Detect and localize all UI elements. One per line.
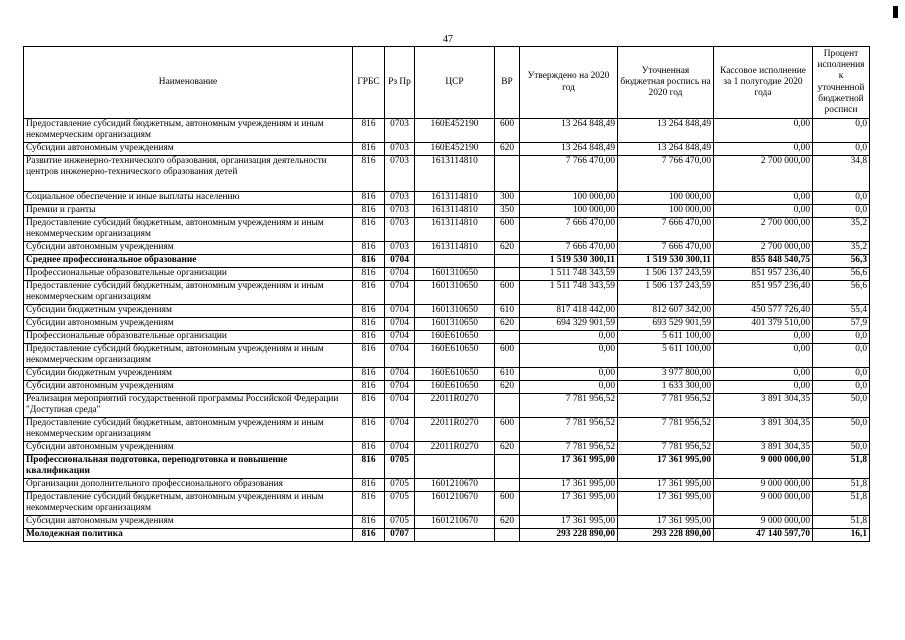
cell-approved: 0,00 [520,344,618,368]
table-row [24,529,870,542]
header-grbs: ГРБС [353,47,385,119]
cell-approved: 17 361 995,00 [520,479,618,492]
cell-cash: 9 000 000,00 [714,455,813,479]
cell-percent: 0,0 [813,381,870,394]
cell-vr: 610 [495,368,520,381]
cell-cash: 855 848 540,75 [714,255,813,268]
cell-csr: 1601310650 [415,318,495,331]
cell-percent: 34,8 [813,156,870,192]
cell-cash: 0,00 [714,331,813,344]
cell-refined: 1 633 300,00 [618,381,714,394]
cell-percent: 51,8 [813,455,870,479]
cell-rzpr: 0707 [385,529,415,542]
cell-percent: 55,4 [813,305,870,318]
cell-name: Субсидии автономным учреждениям [24,442,353,455]
cell-csr: 1601210670 [415,492,495,516]
cell-csr: 160Е610650 [415,344,495,368]
table-row [24,281,870,305]
cell-grbs: 816 [353,255,385,268]
header-approved: Утверждено на 2020 год [520,47,618,119]
cell-approved: 1 511 748 343,59 [520,281,618,305]
cell-name: Профессиональные образовательные организации [24,331,353,344]
cell-grbs: 816 [353,381,385,394]
cell-rzpr: 0703 [385,156,415,192]
cell-vr: 600 [495,492,520,516]
cell-name: Предоставление субсидий бюджетным, автономным учреждениям и иным некоммерческим организациям [24,281,353,305]
header-rzpr: Рз Пр [385,47,415,119]
cell-grbs: 816 [353,455,385,479]
cell-percent: 0,0 [813,192,870,205]
cell-grbs: 816 [353,479,385,492]
cell-rzpr: 0703 [385,218,415,242]
header-csr: ЦСР [415,47,495,119]
cell-refined: 17 361 995,00 [618,516,714,529]
cell-csr: 160Е610650 [415,368,495,381]
cell-vr: 300 [495,192,520,205]
cell-vr [495,156,520,192]
cell-approved: 17 361 995,00 [520,516,618,529]
table-row [24,143,870,156]
cell-name: Субсидии автономным учреждениям [24,318,353,331]
cell-percent: 56,3 [813,255,870,268]
cell-csr: 1601310650 [415,305,495,318]
cell-approved: 7 781 956,52 [520,442,618,455]
cell-cash: 47 140 597,70 [714,529,813,542]
cell-percent: 51,8 [813,516,870,529]
cell-rzpr: 0704 [385,318,415,331]
cell-vr: 600 [495,119,520,143]
cell-csr: 22011R0270 [415,442,495,455]
cell-rzpr: 0705 [385,516,415,529]
cell-name: Предоставление субсидий бюджетным, автономным учреждениям и иным некоммерческим организациям [24,218,353,242]
cell-vr: 600 [495,344,520,368]
cell-name: Предоставление субсидий бюджетным, автономным учреждениям и иным некоммерческим организациям [24,418,353,442]
table-row [24,305,870,318]
cell-approved: 100 000,00 [520,205,618,218]
cell-rzpr: 0704 [385,394,415,418]
cell-name: Развитие инженерно-технического образования, организация деятельности центров инженерно-технического образования детей [24,156,353,192]
cell-cash: 0,00 [714,205,813,218]
cell-vr: 600 [495,418,520,442]
cell-rzpr: 0703 [385,192,415,205]
cell-csr: 1601210670 [415,516,495,529]
header-refined: Уточненная бюджетная роспись на 2020 год [618,47,714,119]
table-row [24,255,870,268]
cell-csr: 1613114810 [415,156,495,192]
cell-name: Организации дополнительного профессионального образования [24,479,353,492]
cell-csr: 160Е610650 [415,331,495,344]
cell-vr: 620 [495,442,520,455]
cell-approved: 1 511 748 343,59 [520,268,618,281]
cell-approved: 17 361 995,00 [520,455,618,479]
cell-cash: 2 700 000,00 [714,156,813,192]
table-row [24,192,870,205]
cell-name: Предоставление субсидий бюджетным, автономным учреждениям и иным некоммерческим организациям [24,492,353,516]
cell-vr [495,479,520,492]
cell-refined: 7 781 956,52 [618,418,714,442]
cell-percent: 50,0 [813,394,870,418]
cell-name: Социальное обеспечение и иные выплаты населению [24,192,353,205]
cell-cash: 9 000 000,00 [714,516,813,529]
cell-refined: 100 000,00 [618,205,714,218]
cell-approved: 7 781 956,52 [520,394,618,418]
table-row [24,331,870,344]
cell-grbs: 816 [353,156,385,192]
table-row [24,344,870,368]
cell-refined: 100 000,00 [618,192,714,205]
cell-grbs: 816 [353,305,385,318]
table-row [24,318,870,331]
cell-rzpr: 0704 [385,255,415,268]
cell-refined: 812 607 342,00 [618,305,714,318]
cell-rzpr: 0705 [385,492,415,516]
cell-refined: 13 264 848,49 [618,143,714,156]
cell-grbs: 816 [353,143,385,156]
cell-csr: 1601310650 [415,281,495,305]
header-percent: Процент исполнения к уточненной бюджетной росписи [813,47,870,119]
cell-percent: 50,0 [813,418,870,442]
table-row [24,368,870,381]
cell-percent: 0,0 [813,143,870,156]
cell-percent: 16,1 [813,529,870,542]
cell-vr: 610 [495,305,520,318]
cell-vr: 600 [495,218,520,242]
cell-grbs: 816 [353,318,385,331]
cell-grbs: 816 [353,268,385,281]
cell-cash: 0,00 [714,192,813,205]
cell-vr [495,529,520,542]
cell-vr [495,455,520,479]
cell-csr [415,255,495,268]
cell-approved: 817 418 442,00 [520,305,618,318]
cell-percent: 0,0 [813,119,870,143]
cell-refined: 1 506 137 243,59 [618,281,714,305]
cell-csr: 1601310650 [415,268,495,281]
cell-cash: 3 891 304,35 [714,418,813,442]
cell-approved: 7 781 956,52 [520,418,618,442]
cell-percent: 0,0 [813,331,870,344]
cell-cash: 401 379 510,00 [714,318,813,331]
cell-rzpr: 0704 [385,268,415,281]
cell-csr: 1613114810 [415,242,495,255]
cell-rzpr: 0704 [385,381,415,394]
cell-vr: 350 [495,205,520,218]
cell-rzpr: 0704 [385,344,415,368]
table-row [24,156,870,192]
cell-refined: 13 264 848,49 [618,119,714,143]
budget-table [23,46,870,542]
cell-vr: 620 [495,381,520,394]
cell-refined: 5 611 100,00 [618,344,714,368]
cell-refined: 7 781 956,52 [618,394,714,418]
cell-approved: 17 361 995,00 [520,492,618,516]
cell-grbs: 816 [353,205,385,218]
cell-rzpr: 0704 [385,418,415,442]
cell-percent: 51,8 [813,479,870,492]
cell-csr: 1613114810 [415,192,495,205]
cell-name: Среднее профессиональное образование [24,255,353,268]
cell-vr [495,394,520,418]
cell-name: Реализация мероприятий государственной программы Российской Федерации "Доступная среда" [24,394,353,418]
cell-grbs: 816 [353,394,385,418]
cell-approved: 0,00 [520,381,618,394]
cell-rzpr: 0704 [385,368,415,381]
cell-rzpr: 0703 [385,119,415,143]
cell-name: Субсидии автономным учреждениям [24,381,353,394]
cell-refined: 7 666 470,00 [618,242,714,255]
cell-rzpr: 0705 [385,479,415,492]
cell-cash: 0,00 [714,381,813,394]
cell-refined: 7 666 470,00 [618,218,714,242]
cell-approved: 694 329 901,59 [520,318,618,331]
header-vr: ВР [495,47,520,119]
table-row [24,242,870,255]
cell-grbs: 816 [353,218,385,242]
cell-grbs: 816 [353,492,385,516]
cell-name: Субсидии автономным учреждениям [24,143,353,156]
cell-approved: 0,00 [520,368,618,381]
cell-percent: 0,0 [813,368,870,381]
cell-approved: 0,00 [520,331,618,344]
cell-percent: 56,6 [813,281,870,305]
cell-percent: 57,9 [813,318,870,331]
cell-vr [495,331,520,344]
cell-cash: 9 000 000,00 [714,479,813,492]
cell-csr: 1601210670 [415,479,495,492]
cell-rzpr: 0704 [385,305,415,318]
cell-cash: 9 000 000,00 [714,492,813,516]
cell-grbs: 816 [353,368,385,381]
cell-name: Субсидии автономным учреждениям [24,516,353,529]
cell-cash: 851 957 236,40 [714,268,813,281]
cell-approved: 7 666 470,00 [520,242,618,255]
cell-vr [495,268,520,281]
cell-csr [415,455,495,479]
table-body [24,119,870,542]
cell-approved: 13 264 848,49 [520,143,618,156]
cell-refined: 1 506 137 243,59 [618,268,714,281]
table-row [24,218,870,242]
cell-approved: 1 519 530 300,11 [520,255,618,268]
table-row [24,516,870,529]
cell-rzpr: 0705 [385,455,415,479]
cell-cash: 450 577 726,40 [714,305,813,318]
cell-rzpr: 0703 [385,143,415,156]
cell-cash: 0,00 [714,143,813,156]
cell-refined: 1 519 530 300,11 [618,255,714,268]
header-cash: Кассовое исполнение за 1 полугодие 2020 года [714,47,813,119]
cell-refined: 17 361 995,00 [618,479,714,492]
cell-vr: 620 [495,516,520,529]
cell-percent: 56,6 [813,268,870,281]
cell-grbs: 816 [353,192,385,205]
cell-grbs: 816 [353,516,385,529]
cell-vr: 620 [495,318,520,331]
cell-refined: 5 611 100,00 [618,331,714,344]
cell-vr: 600 [495,281,520,305]
cell-csr [415,529,495,542]
cell-csr: 22011R0270 [415,418,495,442]
table-row [24,492,870,516]
cell-vr [495,255,520,268]
cell-percent: 35,2 [813,218,870,242]
page-number: 47 [443,34,453,45]
cell-csr: 160Е610650 [415,381,495,394]
cell-grbs: 816 [353,119,385,143]
cell-name: Профессиональная подготовка, переподготовка и повышение квалификации [24,455,353,479]
cell-grbs: 816 [353,331,385,344]
cell-grbs: 816 [353,344,385,368]
cell-cash: 3 891 304,35 [714,442,813,455]
table-row [24,418,870,442]
scan-edge-mark [893,6,898,18]
cell-rzpr: 0704 [385,442,415,455]
table-row [24,381,870,394]
cell-cash: 3 891 304,35 [714,394,813,418]
table-row [24,479,870,492]
cell-cash: 0,00 [714,344,813,368]
cell-name: Субсидии бюджетным учреждениям [24,305,353,318]
cell-csr: 160Е452190 [415,119,495,143]
cell-name: Молодежная политика [24,529,353,542]
cell-approved: 13 264 848,49 [520,119,618,143]
cell-csr: 22011R0270 [415,394,495,418]
cell-refined: 293 228 890,00 [618,529,714,542]
table-row [24,268,870,281]
cell-csr: 1613114810 [415,205,495,218]
cell-percent: 0,0 [813,344,870,368]
cell-rzpr: 0703 [385,205,415,218]
cell-csr: 160Е452190 [415,143,495,156]
cell-cash: 0,00 [714,119,813,143]
cell-name: Премии и гранты [24,205,353,218]
cell-refined: 693 529 901,59 [618,318,714,331]
cell-grbs: 816 [353,281,385,305]
cell-percent: 35,2 [813,242,870,255]
cell-refined: 7 766 470,00 [618,156,714,192]
cell-grbs: 816 [353,242,385,255]
cell-cash: 2 700 000,00 [714,218,813,242]
cell-cash: 0,00 [714,368,813,381]
cell-percent: 50,0 [813,442,870,455]
cell-grbs: 816 [353,442,385,455]
cell-name: Предоставление субсидий бюджетным, автономным учреждениям и иным некоммерческим организациям [24,119,353,143]
cell-approved: 7 766 470,00 [520,156,618,192]
cell-cash: 2 700 000,00 [714,242,813,255]
cell-name: Субсидии автономным учреждениям [24,242,353,255]
cell-refined: 7 781 956,52 [618,442,714,455]
table-row [24,119,870,143]
cell-cash: 851 957 236,40 [714,281,813,305]
cell-vr: 620 [495,242,520,255]
cell-rzpr: 0704 [385,281,415,305]
table-header-row [24,47,870,119]
table-row [24,455,870,479]
table-row [24,205,870,218]
cell-csr: 1613114810 [415,218,495,242]
cell-percent: 51,8 [813,492,870,516]
cell-name: Профессиональные образовательные организации [24,268,353,281]
cell-approved: 100 000,00 [520,192,618,205]
table-row [24,394,870,418]
cell-refined: 3 977 800,00 [618,368,714,381]
cell-rzpr: 0703 [385,242,415,255]
cell-rzpr: 0704 [385,331,415,344]
cell-percent: 0,0 [813,205,870,218]
cell-approved: 293 228 890,00 [520,529,618,542]
cell-refined: 17 361 995,00 [618,492,714,516]
cell-approved: 7 666 470,00 [520,218,618,242]
cell-vr: 620 [495,143,520,156]
cell-name: Предоставление субсидий бюджетным, автономным учреждениям и иным некоммерческим организациям [24,344,353,368]
cell-grbs: 816 [353,529,385,542]
table-row [24,442,870,455]
cell-grbs: 816 [353,418,385,442]
cell-name: Субсидии бюджетным учреждениям [24,368,353,381]
cell-refined: 17 361 995,00 [618,455,714,479]
header-name: Наименование [24,47,353,119]
